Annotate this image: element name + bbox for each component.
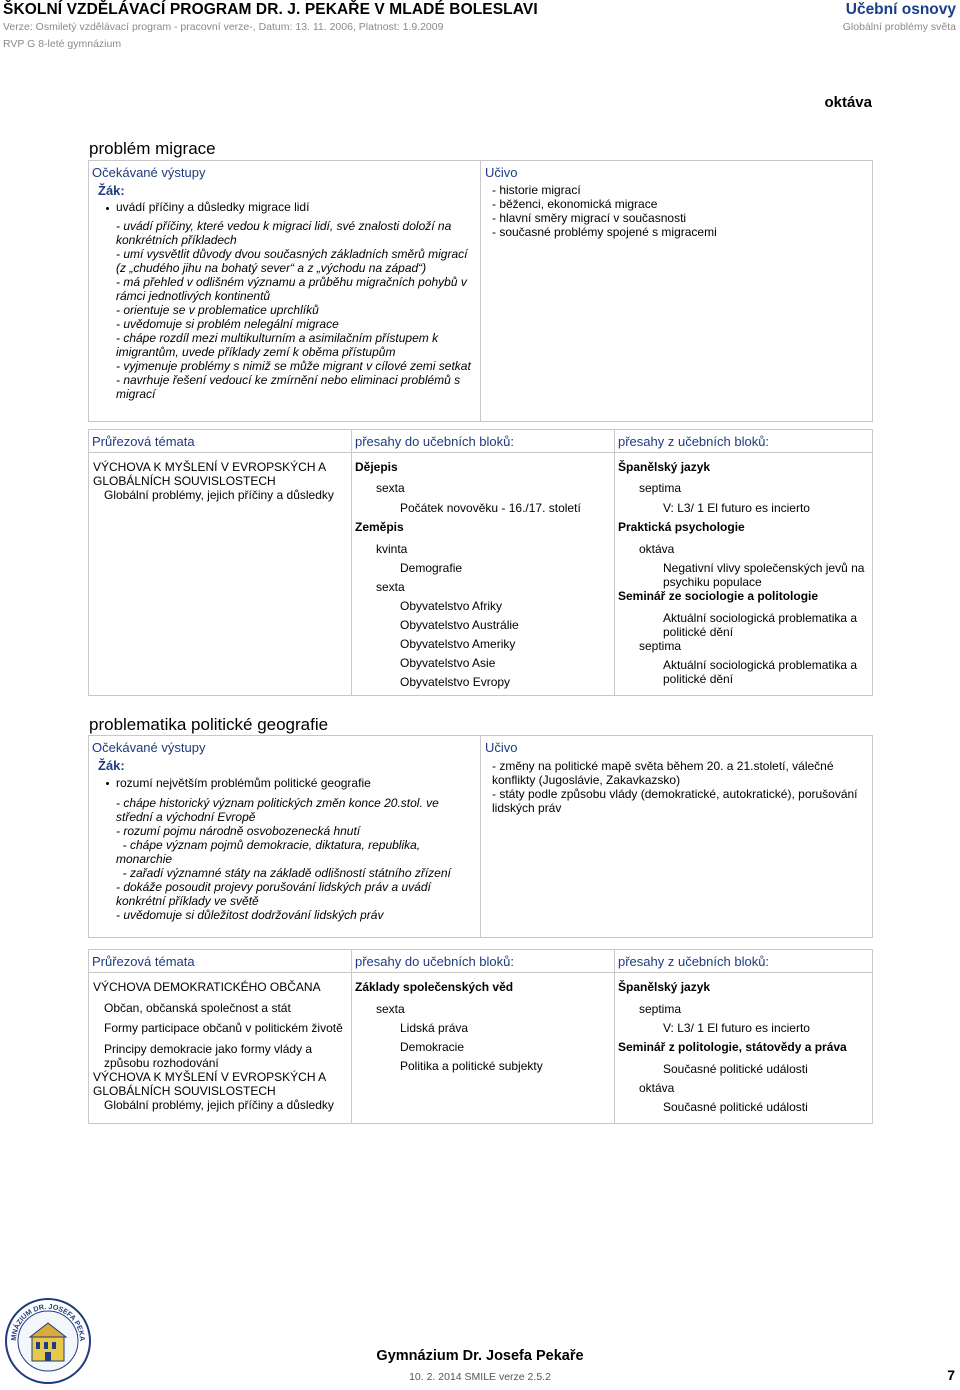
- output-line: imigrantům, uvede příklady zemí k oběma přístupům: [116, 345, 396, 359]
- footer-school: Gymnázium Dr. Josefa Pekaře: [376, 1348, 584, 1364]
- curriculum-line: - státy podle způsobu vlády (demokratické, autokratické), porušování: [492, 787, 858, 801]
- cross-topic-heading: GLOBÁLNÍCH SOUVISLOSTECH: [93, 474, 276, 488]
- output-line: - navrhuje řešení vedoucí ke zmírnění nebo eliminaci problémů s: [116, 373, 461, 387]
- topic-item: politické dění: [663, 625, 734, 639]
- student-label: Žák:: [98, 758, 125, 773]
- topic-item: politické dění: [663, 672, 734, 686]
- curriculum-box: [480, 735, 873, 938]
- output-line: - uvádí příčiny, které vedou k migraci lidí, své znalosti doloží na: [116, 219, 452, 233]
- document-type: Učební osnovy: [845, 1, 956, 18]
- subject-name: Globální problémy světa: [842, 21, 956, 33]
- cross-topic-item: Občan, občanská společnost a stát: [104, 1001, 291, 1015]
- subject-name: Dějepis: [355, 460, 398, 474]
- section-title-political-geography: problematika politické geografie: [89, 715, 329, 734]
- topic-item: V: L3/ 1 El futuro es incierto: [663, 1021, 810, 1035]
- overlaps-from-head: přesahy z učebních bloků:: [618, 434, 770, 449]
- grade-name: oktáva: [639, 542, 675, 556]
- bullet-icon: [106, 782, 109, 785]
- cross-topic-heading: VÝCHOVA K MYŠLENÍ V EVROPSKÝCH A: [93, 460, 327, 474]
- output-line: - chápe rozdíl mezi multikulturním a asimilačním přístupem k: [116, 331, 439, 345]
- cross-topic-item: způsobu rozhodování: [104, 1056, 219, 1070]
- curriculum-label: Učivo: [485, 740, 518, 755]
- topic-item: psychiku populace: [663, 575, 762, 589]
- topic-item: Demokracie: [400, 1040, 465, 1054]
- curriculum-line: - změny na politické mapě světa během 20. a 21.století, válečné: [492, 759, 834, 773]
- output-line: - orientuje se v problematice uprchlíků: [116, 303, 319, 317]
- grade-name: septima: [639, 639, 682, 653]
- subject-name: Seminář z politologie, státovědy a práva: [618, 1040, 847, 1054]
- topic-item: Současné politické události: [663, 1062, 808, 1076]
- section-title-migration: problém migrace: [89, 139, 216, 158]
- curriculum-lines: [492, 183, 717, 239]
- grade-name: sexta: [376, 580, 405, 594]
- grade-name: oktáva: [639, 1081, 675, 1095]
- output-line: - chápe význam pojmů demokracie, diktatura, republika,: [116, 838, 421, 852]
- curriculum-line: konflikty (Jugoslávie, Zakavkazsko): [492, 773, 681, 787]
- subject-name: Španělský jazyk: [618, 980, 711, 994]
- cross-topics-head: Průřezová témata: [92, 434, 195, 449]
- topic-item: Počátek novověku - 16./17. století: [400, 501, 581, 515]
- curriculum-line: - běženci, ekonomická migrace: [492, 197, 658, 211]
- overlaps-to-head: přesahy do učebních bloků:: [355, 434, 514, 449]
- outputs-label: Očekávané výstupy: [92, 740, 206, 755]
- curriculum-line: - historie migrací: [492, 183, 581, 197]
- outputs-box: [88, 160, 481, 422]
- output-line: - umí vysvětlit důvody dvou současných základních směrů migrací: [116, 247, 468, 261]
- topic-item: Lidská práva: [400, 1021, 469, 1035]
- curriculum-label: Učivo: [485, 165, 518, 180]
- curriculum-line: - současné problémy spojené s migracemi: [492, 225, 717, 239]
- subject-name: Zeměpis: [355, 520, 404, 534]
- curriculum-box: [480, 160, 873, 422]
- topic-item: Aktuální sociologická problematika a: [663, 658, 858, 672]
- overlaps-from-head: přesahy z učebních bloků:: [618, 954, 770, 969]
- school-title: ŠKOLNÍ VZDĚLÁVACÍ PROGRAM DR. J. PEKAŘE V MLADÉ BOLESLAVI: [3, 1, 538, 18]
- cross-topic-heading: GLOBÁLNÍCH SOUVISLOSTECH: [93, 1084, 276, 1098]
- output-line: střední a východní Evropě: [116, 810, 256, 824]
- version-line: Verze: Osmiletý vzdělávací program - pracovní verze-, Datum: 13. 11. 2006, Platnost: 1.9.2009: [3, 21, 444, 33]
- cross-topic-item: Formy participace občanů v politickém životě: [104, 1021, 343, 1035]
- topic-item: Demografie: [400, 561, 463, 575]
- bullet-icon: [106, 207, 109, 210]
- student-label: Žák:: [98, 183, 125, 198]
- subject-name: Praktická psychologie: [618, 520, 745, 534]
- outputs-label: Očekávané výstupy: [92, 165, 206, 180]
- cross-topics-head: Průřezová témata: [92, 954, 195, 969]
- cross-topic-heading: VÝCHOVA K MYŠLENÍ V EVROPSKÝCH A: [93, 1070, 327, 1084]
- cross-topic-item: Globální problémy, jejich příčiny a důsledky: [104, 488, 334, 502]
- output-line: (z „chudého jihu na bohatý sever“ a z „východu na západ“): [116, 261, 427, 275]
- cross-topic-heading: VÝCHOVA DEMOKRATICKÉHO OBČANA: [93, 980, 321, 994]
- output-line: - uvědomuje si problém nelegální migrace: [116, 317, 339, 331]
- output-line: - vyjmenuje problémy s nimiž se může migrant v cílové zemi setkat: [116, 359, 471, 373]
- topic-item: Obyvatelstvo Afriky: [400, 599, 503, 613]
- topic-item: Současné politické události: [663, 1100, 808, 1114]
- output-line: - chápe historický význam politických změn konce 20.stol. ve: [116, 796, 439, 810]
- output-bullet: uvádí příčiny a důsledky migrace lidí: [116, 200, 310, 214]
- rvp-line: RVP G 8-leté gymnázium: [3, 38, 122, 50]
- cross-topics-box: [88, 429, 873, 696]
- svg-text:GYMNÁZIUM DR. JOSEFA PEKAŘE: MNÁZIUM DR. JOSEFA PEKA: [8, 1301, 88, 1342]
- subject-name: Španělský jazyk: [618, 460, 711, 474]
- topic-item: V: L3/ 1 El futuro es incierto: [663, 501, 810, 515]
- subject-name: Seminář ze sociologie a politologie: [618, 589, 819, 603]
- output-lines: [116, 219, 476, 401]
- outputs-box: [88, 735, 481, 938]
- output-line: konkrétních příkladech: [116, 233, 237, 247]
- grade-name: sexta: [376, 481, 405, 495]
- grade-name: kvinta: [376, 542, 408, 556]
- page-number: 7: [947, 1367, 955, 1383]
- topic-item: Negativní vlivy společenských jevů na: [663, 561, 865, 575]
- output-line: - rozumí pojmu národně osvobozenecká hnutí: [116, 824, 361, 838]
- curriculum-lines: [492, 759, 858, 815]
- cross-topic-item: Globální problémy, jejich příčiny a důsledky: [104, 1098, 334, 1112]
- topic-item: Obyvatelstvo Evropy: [400, 675, 511, 689]
- grade-name: septima: [639, 481, 682, 495]
- topic-item: Obyvatelstvo Austrálie: [400, 618, 519, 632]
- topic-item: Obyvatelstvo Ameriky: [400, 637, 516, 651]
- output-line: - dokáže posoudit projevy porušování lidských práv a uvádí: [116, 880, 431, 894]
- output-lines: [116, 796, 476, 922]
- footer-date: 10. 2. 2014 SMILE verze 2.5.2: [409, 1371, 551, 1383]
- output-line: konkrétní příklady ve světě: [116, 894, 259, 908]
- grade-name: septima: [639, 1002, 682, 1016]
- grade-name: sexta: [376, 1002, 405, 1016]
- topic-item: Aktuální sociologická problematika a: [663, 611, 858, 625]
- output-line: - zařadí významné státy na základě odlišností státního zřízení: [116, 866, 451, 880]
- overlaps-to-head: přesahy do učebních bloků:: [355, 954, 514, 969]
- topic-item: Politika a politické subjekty: [400, 1059, 543, 1073]
- grade-label: oktáva: [824, 94, 872, 111]
- output-line: - má přehled v odlišném významu a průběhu migračních pohybů v: [116, 275, 467, 289]
- output-line: monarchie: [116, 852, 173, 866]
- curriculum-line: - hlavní směry migrací v současnosti: [492, 211, 687, 225]
- output-bullet: rozumí největším problémům politické geografie: [116, 776, 371, 790]
- curriculum-line: lidských práv: [492, 801, 562, 815]
- output-line: rámci jednotlivých kontinentů: [116, 289, 271, 303]
- output-line: - uvědomuje si důležitost dodržování lidských práv: [116, 908, 384, 922]
- cross-topics-box: [88, 949, 873, 1124]
- subject-name: Základy společenských věd: [355, 980, 514, 994]
- topic-item: Obyvatelstvo Asie: [400, 656, 496, 670]
- output-line: migrací: [116, 387, 156, 401]
- cross-topic-item: Principy demokracie jako formy vlády a: [104, 1042, 313, 1056]
